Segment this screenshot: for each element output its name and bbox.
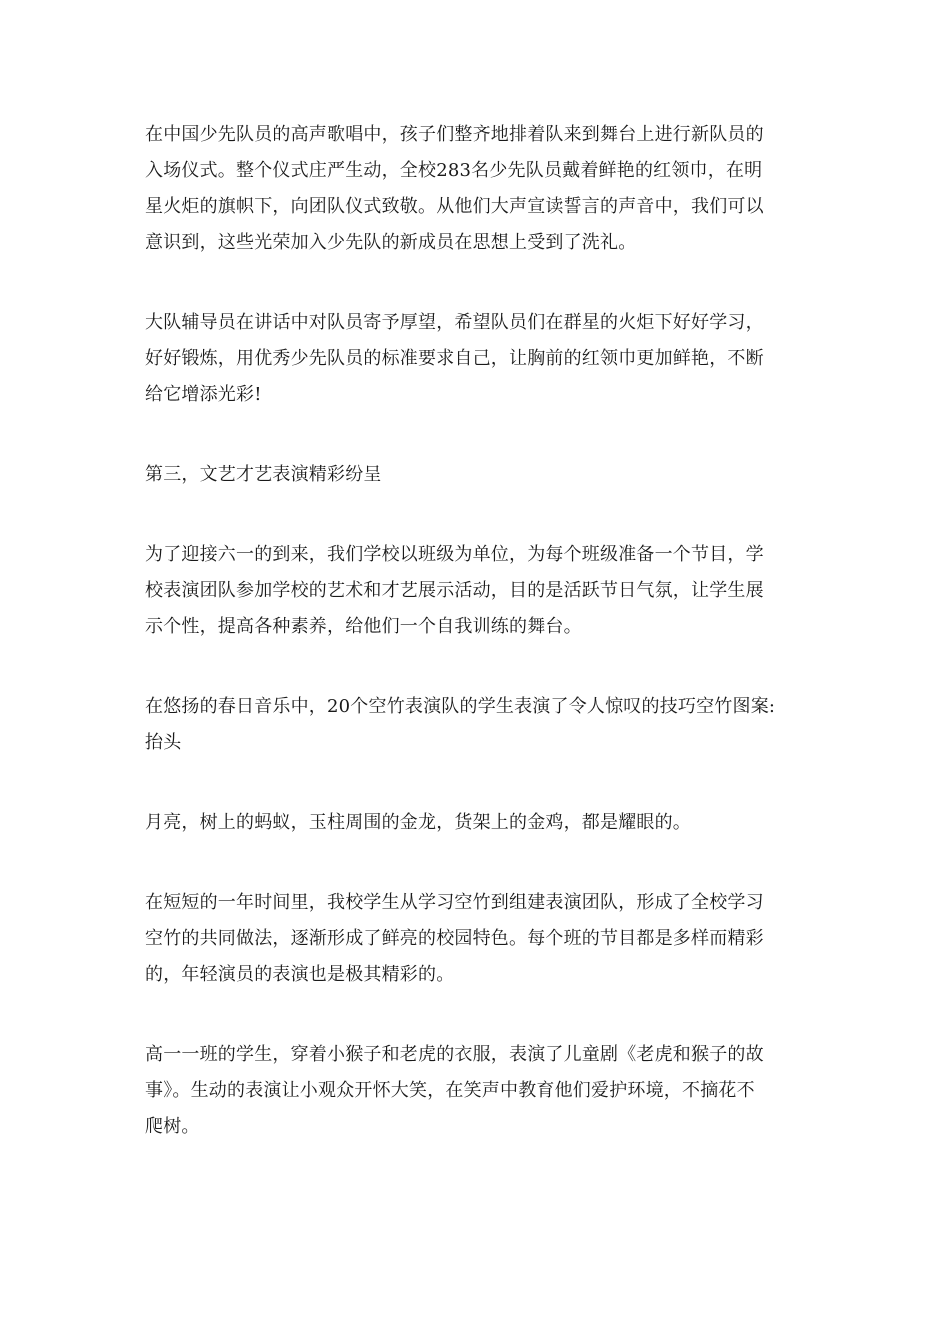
text-line: 爬树。 xyxy=(145,1116,200,1137)
paragraph-diabolo-patterns xyxy=(145,805,805,841)
text-line: 意识到，这些光荣加入少先队的新成员在思想上受到了洗礼。 xyxy=(145,232,637,253)
text-line: 为了迎接六一的到来，我们学校以班级为单位，为每个班级准备一个节目，学 xyxy=(145,544,764,565)
paragraph-spacer xyxy=(145,413,805,457)
section-heading-performances xyxy=(145,457,805,493)
text-line: 第三，文艺才艺表演精彩纷呈 xyxy=(145,464,382,485)
text-line: 大队辅导员在讲话中对队员寄予厚望，希望队员们在群星的火炬下好好学习， xyxy=(145,312,764,333)
text-line: 事》。生动的表演让小观众开怀大笑，在笑声中教育他们爱护环境，不摘花不 xyxy=(145,1080,755,1101)
text-line: 在中国少先队员的高声歌唱中，孩子们整齐地排着队来到舞台上进行新队员的 xyxy=(145,124,764,145)
text-line: 好好锻炼，用优秀少先队员的标准要求自己，让胸前的红领巾更加鲜艳，不断 xyxy=(145,348,764,369)
text-line: 抬头 xyxy=(145,732,182,753)
text-line: 给它增添光彩! xyxy=(145,384,262,405)
text-line: 星火炬的旗帜下，向团队仪式致敬。从他们大声宣读誓言的声音中，我们可以 xyxy=(145,196,764,217)
text-line: 校表演团队参加学校的艺术和才艺展示活动，目的是活跃节日气氛，让学生展 xyxy=(145,580,764,601)
paragraph-spacer xyxy=(145,645,805,689)
paragraph-spacer xyxy=(145,761,805,805)
paragraph-spacer xyxy=(145,841,805,885)
paragraph-diabolo-team xyxy=(145,689,805,761)
text-line: 的，年轻演员的表演也是极其精彩的。 xyxy=(145,964,455,985)
paragraph-childrens-day xyxy=(145,537,805,645)
paragraph-counselor-speech xyxy=(145,305,805,413)
paragraph-spacer xyxy=(145,993,805,1037)
paragraph-spacer xyxy=(145,493,805,537)
text-line: 示个性，提高各种素养，给他们一个自我训练的舞台。 xyxy=(145,616,582,637)
text-line: 在短短的一年时间里，我校学生从学习空竹到组建表演团队，形成了全校学习 xyxy=(145,892,764,913)
paragraph-spacer xyxy=(145,261,805,305)
document-body xyxy=(145,117,805,1145)
text-line: 在悠扬的春日音乐中，20个空竹表演队的学生表演了令人惊叹的技巧空竹图案: xyxy=(145,696,776,717)
paragraph-childrens-play xyxy=(145,1037,805,1145)
paragraph-campus-feature xyxy=(145,885,805,993)
text-line: 入场仪式。整个仪式庄严生动，全校283名少先队员戴着鲜艳的红领巾，在明 xyxy=(145,160,763,181)
text-line: 空竹的共同做法，逐渐形成了鲜亮的校园特色。每个班的节目都是多样而精彩 xyxy=(145,928,764,949)
text-line: 月亮，树上的蚂蚁，玉柱周围的金龙，货架上的金鸡，都是耀眼的。 xyxy=(145,812,691,833)
paragraph-induction-ceremony xyxy=(145,117,805,261)
text-line: 高一一班的学生，穿着小猴子和老虎的衣服，表演了儿童剧《老虎和猴子的故 xyxy=(145,1044,764,1065)
